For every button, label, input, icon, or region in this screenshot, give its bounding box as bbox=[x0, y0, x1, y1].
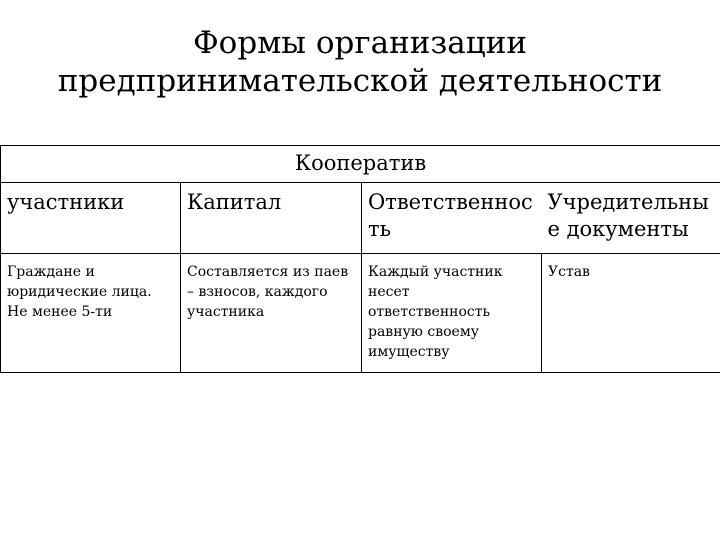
table-caption-row bbox=[1, 146, 720, 183]
cell-capital: Составляется из паев – взносов, каждого участника bbox=[181, 254, 362, 373]
cell-participants: Граждане и юридические лица. Не менее 5-ти bbox=[1, 254, 181, 373]
header-liability: Ответственнос ть bbox=[362, 183, 542, 254]
header-capital: Капитал bbox=[181, 183, 362, 254]
slide-title bbox=[0, 24, 720, 100]
cell-liability: Каждый участник несет ответственность равную своему имуществу bbox=[362, 254, 542, 373]
slide-title-line-1: Формы организации bbox=[192, 25, 528, 61]
slide-title-line-2: предпринимательской деятельности bbox=[57, 63, 663, 99]
cooperative-table bbox=[0, 145, 720, 373]
header-participants: участники bbox=[1, 183, 181, 254]
table-caption: Кооператив bbox=[1, 146, 720, 183]
table-header-row bbox=[1, 183, 720, 254]
cell-founding-documents: Устав bbox=[542, 254, 720, 373]
table-row bbox=[1, 254, 720, 373]
header-founding-documents: Учредительны е документы bbox=[542, 183, 720, 254]
